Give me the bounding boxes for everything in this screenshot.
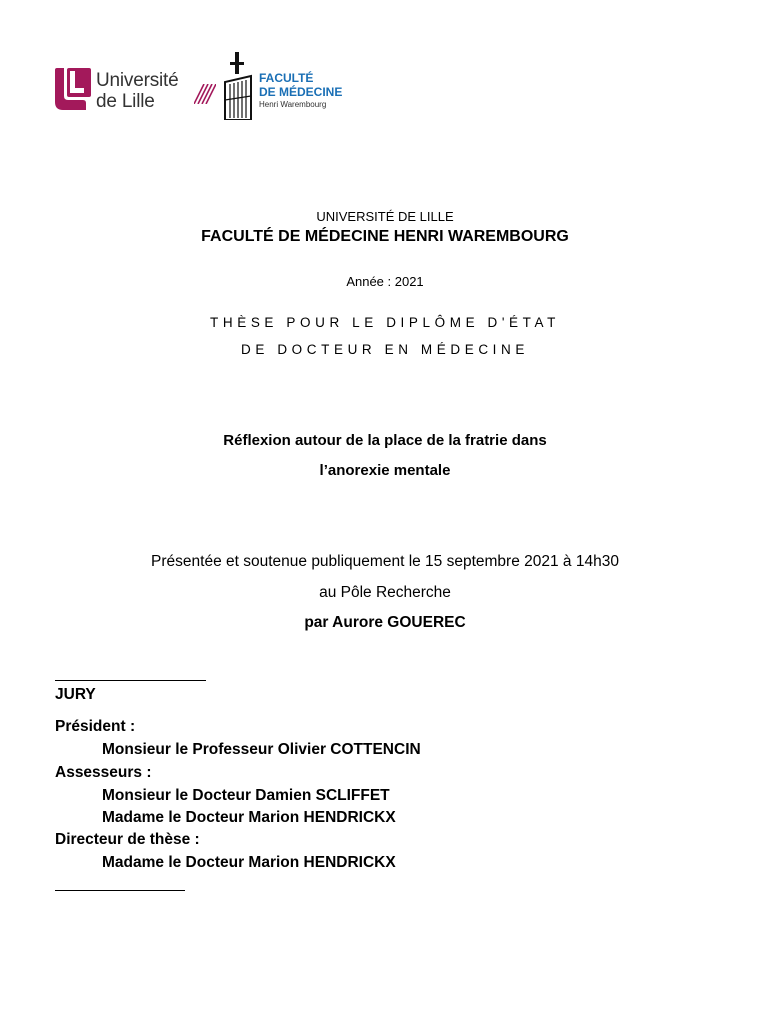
defense-date-line: Présentée et soutenue publiquement le 15 septembre 2021 à 14h30 — [151, 553, 619, 570]
assessors-label: Assesseurs : — [55, 764, 152, 781]
director-label: Directeur de thèse : — [55, 831, 200, 848]
assessor-name: Madame le Docteur Marion HENDRICKX — [102, 809, 396, 826]
faculty-logo-line3: Henri Warembourg — [259, 100, 327, 109]
academic-year: Année : 2021 — [346, 274, 424, 289]
president-label: Président : — [55, 718, 136, 735]
director-name: Madame le Docteur Marion HENDRICKX — [102, 854, 396, 871]
author-name: par Aurore GOUEREC — [304, 614, 466, 631]
assessor-name: Monsieur le Docteur Damien SCLIFFET — [102, 787, 390, 804]
faculty-logo-line2: DE MÉDECINE — [259, 85, 343, 99]
university-name: UNIVERSITÉ DE LILLE — [316, 209, 454, 224]
thesis-type-line1: THÈSE POUR LE DIPLÔME D'ÉTAT — [210, 315, 560, 330]
jury-heading: JURY — [55, 686, 96, 703]
faculty-logo-line1: FACULTÉ — [259, 71, 314, 85]
jury-bottom-divider — [55, 890, 185, 891]
universite-de-lille-wordmark: Université de Lille — [96, 70, 179, 112]
thesis-title-line1: Réflexion autour de la place de la fratrie dans — [223, 432, 547, 449]
faculty-name: FACULTÉ DE MÉDECINE HENRI WAREMBOURG — [201, 228, 569, 245]
decorative-stripes-icon — [194, 84, 216, 104]
thesis-title-line2: l’anorexie mentale — [319, 462, 451, 479]
faculty-logo-wordmark — [259, 71, 342, 110]
faculty-building-emblem-icon — [220, 52, 256, 120]
jury-top-divider — [55, 680, 206, 681]
thesis-type-line2: DE DOCTEUR EN MÉDECINE — [241, 342, 529, 357]
defense-location: au Pôle Recherche — [319, 584, 451, 601]
universite-de-lille-emblem-icon — [53, 66, 93, 112]
president-name: Monsieur le Professeur Olivier COTTENCIN — [102, 741, 421, 758]
